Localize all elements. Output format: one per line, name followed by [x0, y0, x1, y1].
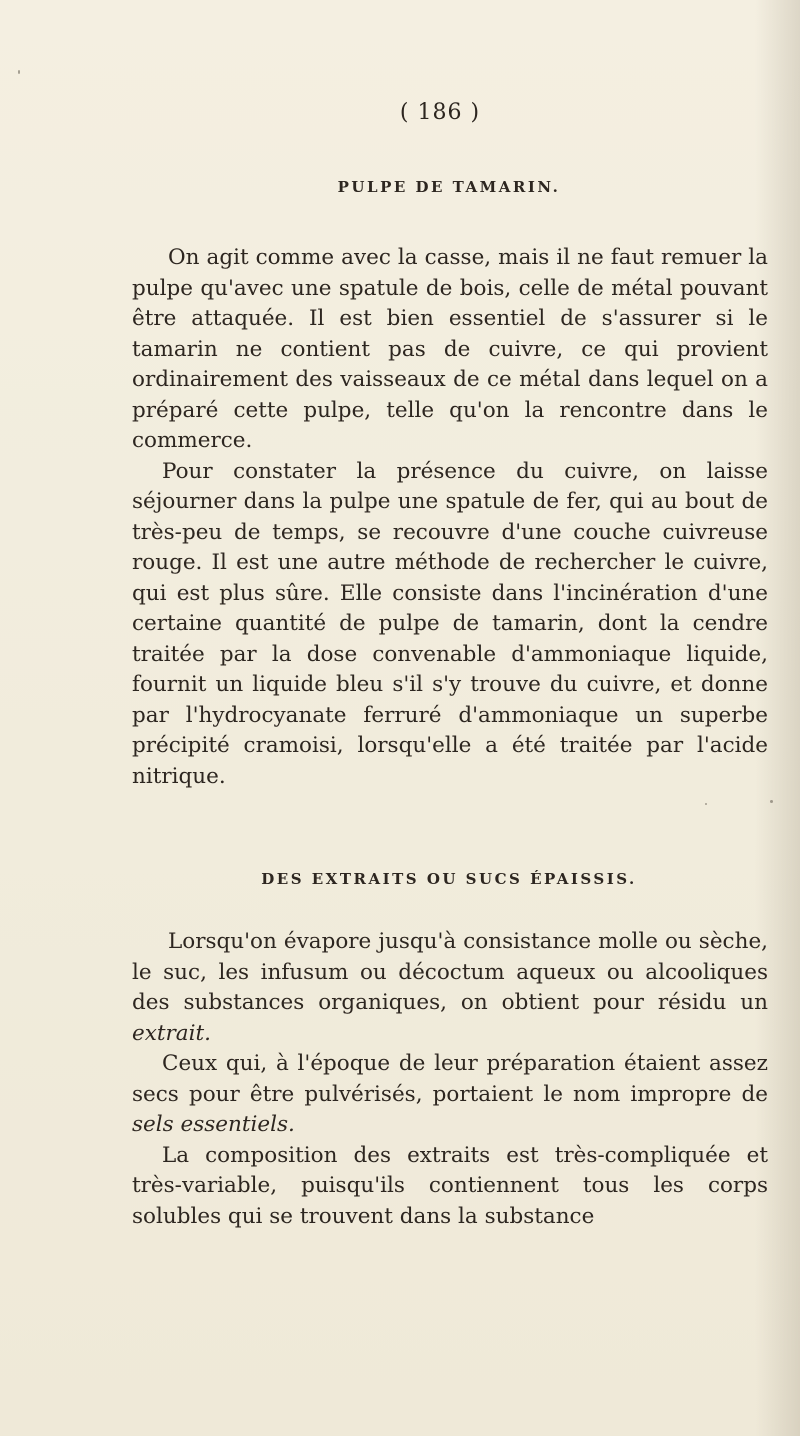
page-number: ( 186 ) — [399, 100, 481, 125]
paragraph-text: Ceux qui, à l'époque de leur préparation étaient assez secs pour être pulvérisés, portaient le nom impropre de — [132, 1051, 768, 1107]
paragraph: Pour constater la présence du cuivre, on laisse séjourner dans la pulpe une spatule de fer, qui au bout de très-peu de temps, se recouvre d'une couche cuivreuse rouge. Il est une autre méthode de rechercher le cuivre, qui est plus sûre. Elle consiste dans l'incinération d'une certaine quantité de pulpe de tamarin, dont la cendre traitée par la dose convenable d'ammoniaque liquide, fournit un liquide bleu s'il s'y trouve du cuivre, et donne par l'hydrocyanate ferruré d'ammoniaque un superbe précipité cramoisi, lorsqu'elle a été traitée par l'acide nitrique. — [132, 458, 768, 789]
section-heading-pulpe-de-tamarin: PULPE DE TAMARIN. — [337, 178, 561, 196]
paragraph: La composition des extraits est très-compliquée et très-variable, puisqu'ils contiennent tous les corps solubles qui se trouvent dans la substance — [132, 1142, 768, 1229]
paper-speck — [18, 70, 20, 74]
paper-speck — [770, 800, 773, 803]
paragraph-text: Lorsqu'on évapore jusqu'à consistance molle ou sèche, le suc, les infusum ou décoctum aqueux ou alcooliques des substances organiques, on obtient pour résidu un — [132, 929, 768, 1015]
paper-speck — [705, 803, 707, 805]
paragraph: On agit comme avec la casse, mais il ne faut remuer la pulpe qu'avec une spatule de bois, celle de métal pouvant être attaquée. Il est bien essentiel de s'assurer si le tamarin ne contient pas de cuivre, ce qui provient ordinairement des vaisseaux de ce métal dans lequel on a préparé cette pulpe, telle qu'on la rencontre dans le commerce. — [132, 245, 768, 453]
section-body-pulpe-de-tamarin — [132, 243, 768, 792]
paragraph — [132, 927, 768, 1049]
paragraph — [132, 1049, 768, 1141]
italic-term: extrait. — [132, 1020, 211, 1046]
section-heading-des-extraits: DES EXTRAITS OU SUCS ÉPAISSIS. — [261, 870, 637, 888]
section-body-des-extraits — [132, 927, 768, 1232]
italic-term: sels essentiels. — [132, 1112, 295, 1137]
